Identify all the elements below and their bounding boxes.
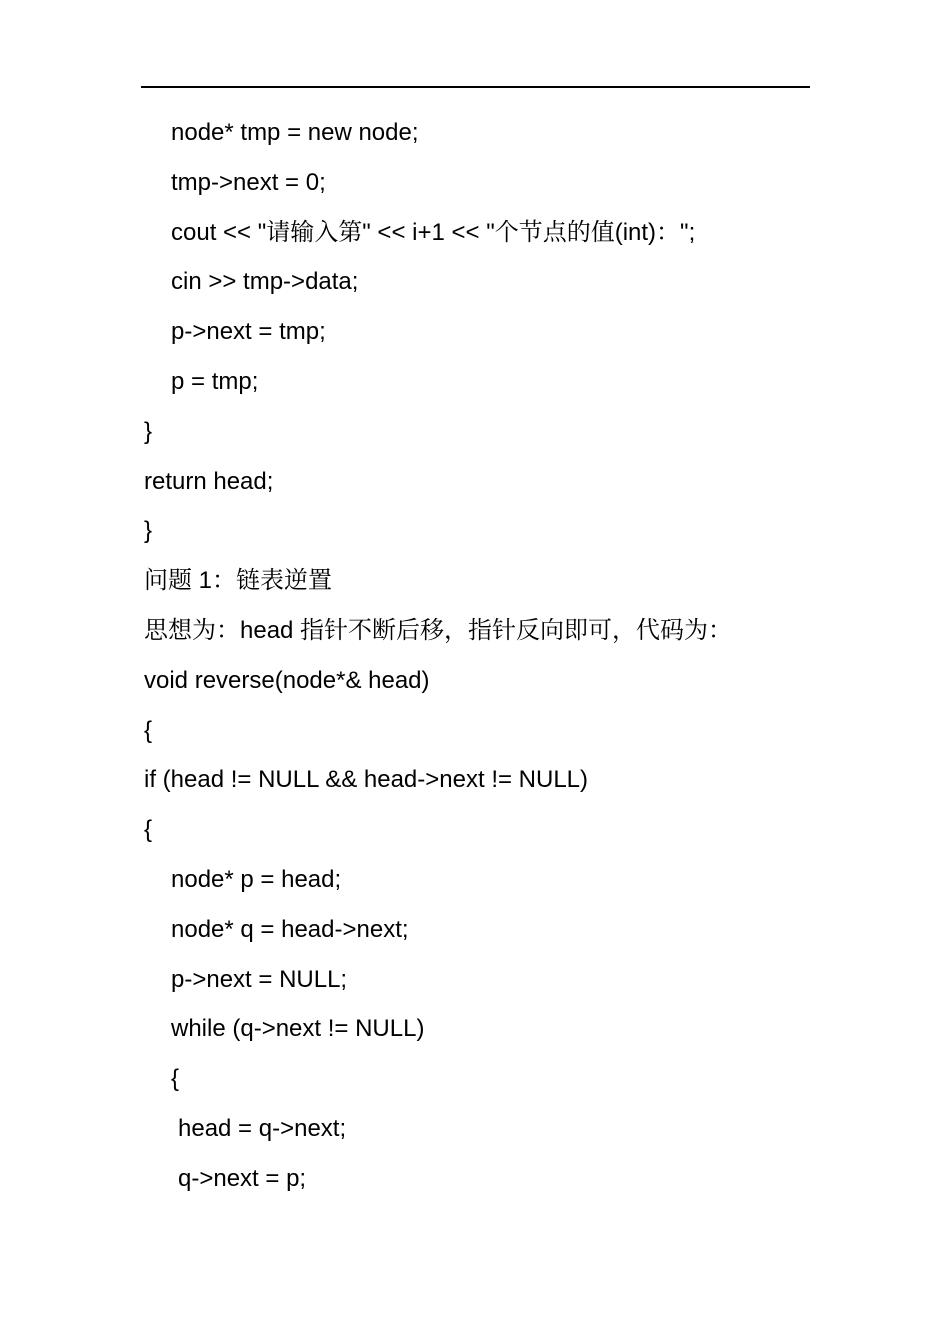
text-line: if (head != NULL && head->next != NULL) — [144, 766, 589, 794]
text-line: cin >> tmp->data; — [171, 268, 359, 296]
text-line: while (q->next != NULL) — [171, 1015, 425, 1043]
text-line: p = tmp; — [171, 367, 259, 395]
text-line: p->next = NULL; — [171, 965, 348, 993]
text-line: } — [144, 417, 153, 445]
text-line: { — [144, 816, 153, 844]
text-line: node* tmp = new node; — [171, 119, 419, 146]
text-line: { — [171, 1065, 180, 1093]
document-body — [0, 108, 950, 1204]
text-line: node* q = head->next; — [171, 915, 409, 943]
text-line: { — [144, 716, 153, 744]
text-line: 问题 1：链表逆置 — [144, 567, 333, 595]
text-line: q->next = p; — [178, 1164, 307, 1192]
text-line: } — [144, 517, 153, 545]
text-line: 思想为：head 指针不断后移，指针反向即可，代码为： — [144, 616, 733, 644]
text-line: node* p = head; — [171, 865, 342, 893]
text-line: return head; — [144, 467, 274, 495]
header-rule — [141, 86, 810, 88]
text-line: head = q->next; — [178, 1114, 347, 1142]
text-line: cout << "请输入第" << i+1 << "个节点的值(int)："; — [171, 218, 696, 246]
text-line: tmp->next = 0; — [171, 168, 326, 196]
text-line: p->next = tmp; — [171, 318, 326, 346]
text-line: void reverse(node*& head) — [144, 666, 430, 694]
